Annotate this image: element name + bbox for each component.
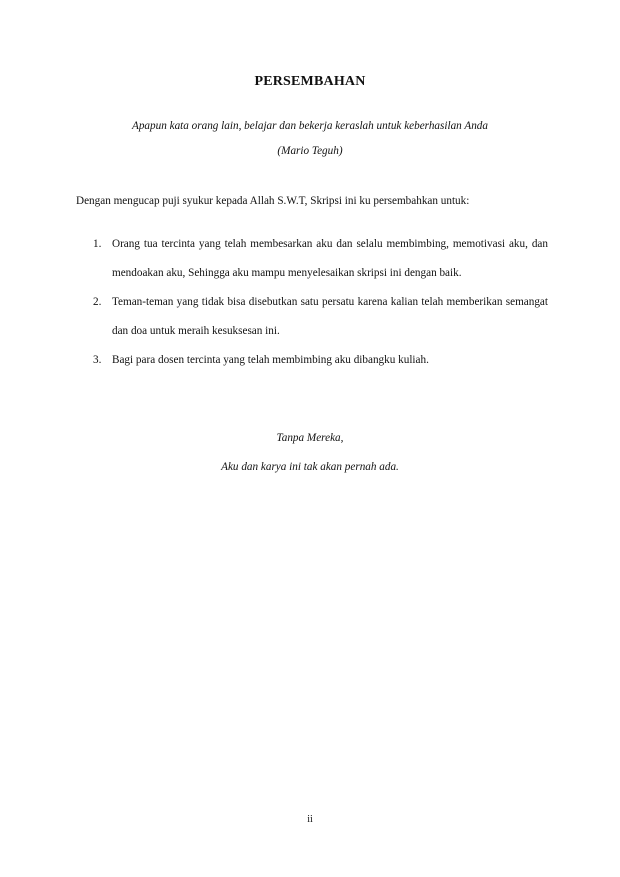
page-title: PERSEMBAHAN xyxy=(254,74,366,89)
list-item-number: 2. xyxy=(93,296,102,308)
list-item xyxy=(76,288,548,346)
list-item xyxy=(76,346,548,375)
closing-line-1: Tanpa Mereka, xyxy=(276,432,344,444)
list-item xyxy=(76,230,548,288)
list-item-text: Teman-teman yang tidak bisa disebutkan satu persatu karena kalian telah memberikan semangat dan doa untuk meraih kesuksesan ini. xyxy=(112,296,548,337)
page-number: ii xyxy=(307,814,313,825)
list-item-number: 3. xyxy=(93,354,102,366)
motto-author: (Mario Teguh) xyxy=(277,145,343,157)
list-item-number: 1. xyxy=(93,238,102,250)
motto-quote: Apapun kata orang lain, belajar dan bekerja keraslah untuk keberhasilan Anda xyxy=(132,120,488,132)
list-item-text: Bagi para dosen tercinta yang telah membimbing aku dibangku kuliah. xyxy=(112,354,429,366)
dedication-intro: Dengan mengucap puji syukur kepada Allah S.W.T, Skripsi ini ku persembahkan untuk: xyxy=(76,195,470,207)
dedication-list xyxy=(76,230,548,375)
list-item-text: Orang tua tercinta yang telah membesarkan aku dan selalu membimbing, memotivasi aku, dan mendoakan aku, Sehingga aku mampu menyelesaikan skripsi ini dengan baik. xyxy=(112,238,548,279)
closing-line-2: Aku dan karya ini tak akan pernah ada. xyxy=(221,461,399,473)
